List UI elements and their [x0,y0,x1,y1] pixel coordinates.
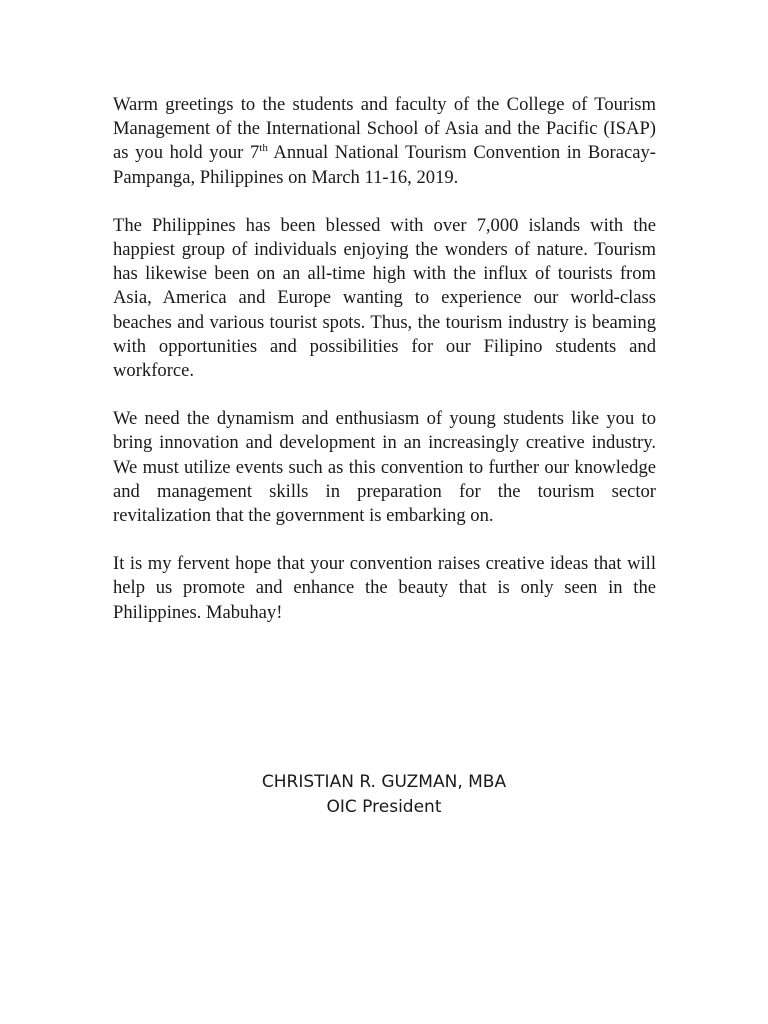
ordinal-superscript: th [259,142,268,155]
paragraph-greeting [113,93,656,190]
greeting-text-end: Annual National Tourism Convention in Boracay-Pampanga, Philippines on March 11-16, 2019. [113,142,656,188]
signature-block [0,770,768,820]
greeting-text-start: Warm greetings to the students and faculty of the College of Tourism Management of the International School of Asia and the Pacific (ISAP) as you hold your 7 [113,94,656,164]
paragraph-closing: It is my fervent hope that your convention raises creative ideas that will help us promote and enhance the beauty that is only seen in the Philippines. Mabuhay! [113,553,656,623]
signatory-name: CHRISTIAN R. GUZMAN, MBA [261,772,507,792]
signatory-title: OIC President [326,797,442,817]
paragraph-dynamism: We need the dynamism and enthusiasm of young students like you to bring innovation and development in an increasingly creative industry. We must utilize events such as this convention to further our knowledge and management skills in preparation for the tourism sector revitalization that the government is embarking on. [113,408,656,527]
letter-body [113,93,656,649]
paragraph-philippines: The Philippines has been blessed with over 7,000 islands with the happiest group of individuals enjoying the wonders of nature. Tourism has likewise been on an all-time high with the influx of tourists from Asia, America and Europe wanting to experience our world-class beaches and various tourist spots. Thus, the tourism industry is beaming with opportunities and possibilities for our Filipino students and workforce. [113,214,656,382]
